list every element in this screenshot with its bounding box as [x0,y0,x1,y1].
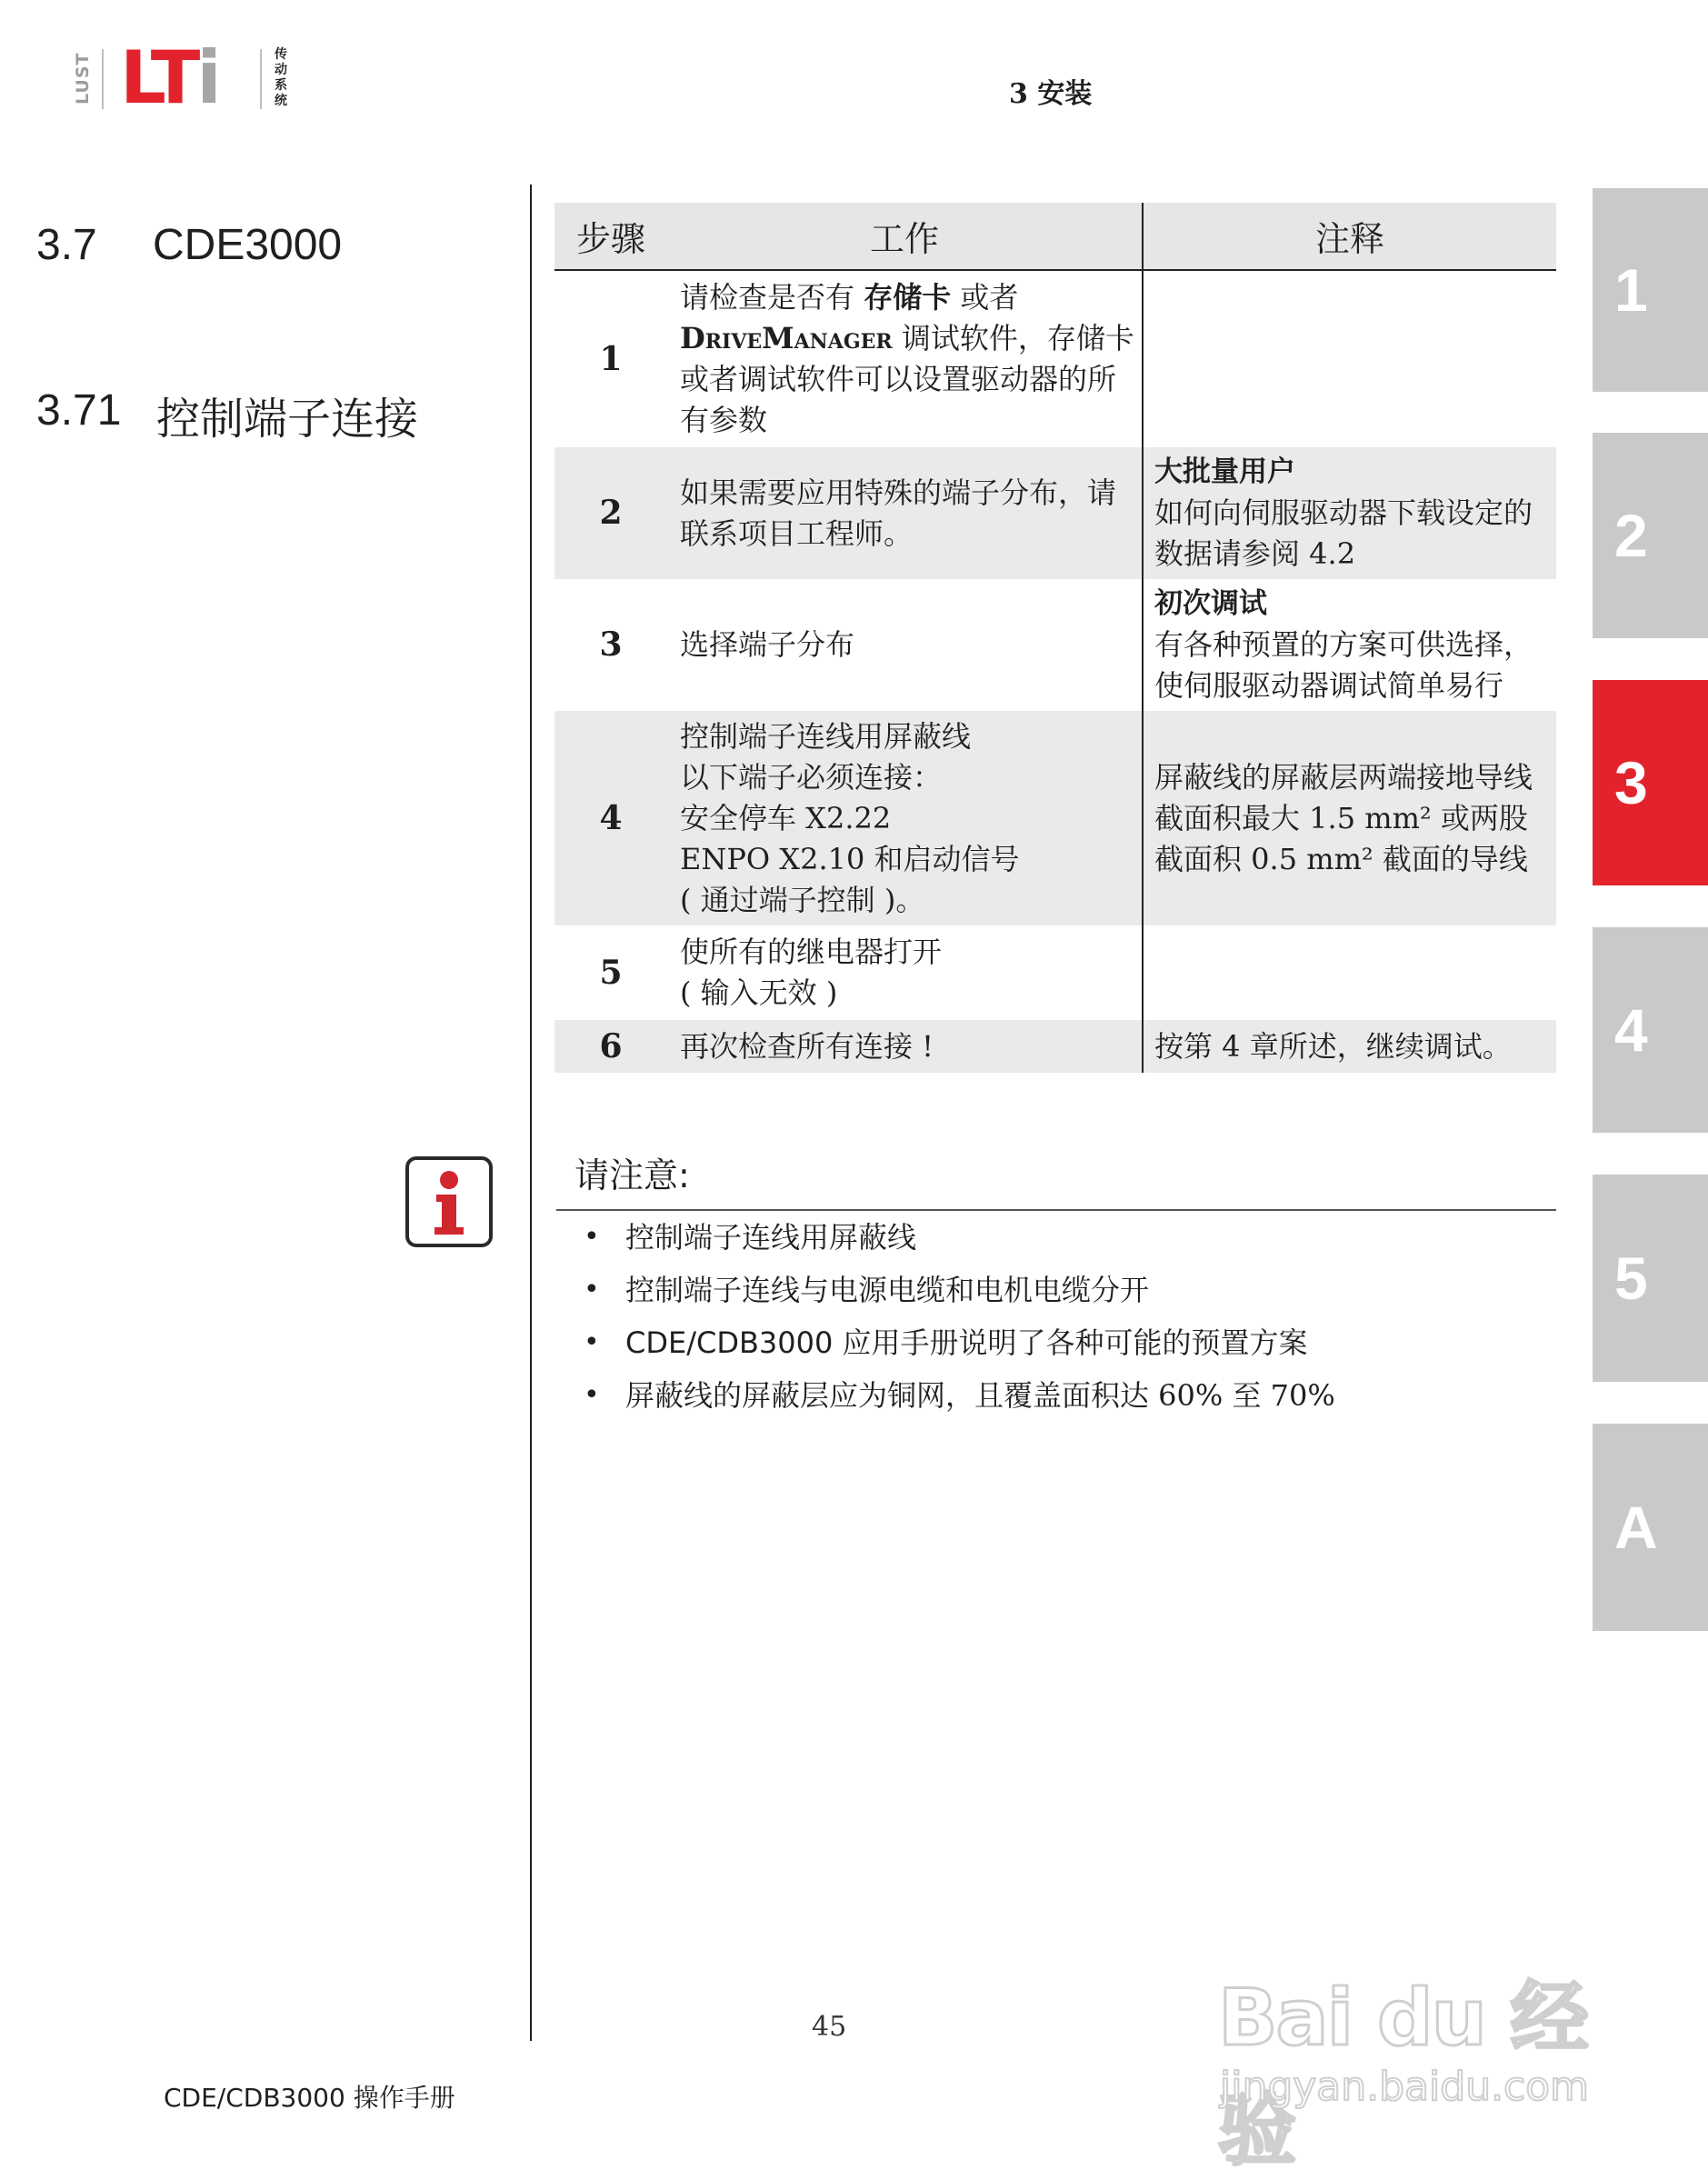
list-item: • 屏蔽线的屏蔽层应为铜网，且覆盖面积达 60% 至 70% [584,1378,1335,1413]
section-title: CDE3000 [153,221,343,269]
logo-divider [260,49,262,109]
notice-title: 请注意: [574,1155,690,1195]
section-number: 3.7 [36,221,97,269]
list-item: • 控制端子连线与电源电缆和电机电缆分开 [584,1273,1150,1307]
step-note [1143,270,1556,447]
chapter-tab-3[interactable]: 3 [1593,680,1708,885]
chapter-tab-1[interactable]: 1 [1593,188,1708,392]
step-work: 选择端子分布 [680,627,855,662]
step-note: 按第 4 章所述，继续调试。 [1143,1020,1556,1073]
step-note [1143,925,1556,1020]
chapter-tab-a[interactable]: A [1593,1424,1708,1631]
step-note: 屏蔽线的屏蔽层两端接地导线截面积最大 1.5 mm² 或两股截面积 0.5 mm² 截面的导线 [1143,711,1556,925]
logo-divider [102,49,104,109]
chapter-tab-2[interactable]: 2 [1593,433,1708,638]
table-row [554,1020,1556,1073]
header-work: 工作 [667,203,1143,270]
step-note [1143,447,1556,579]
steps-table [554,203,1556,1073]
step-number: 5 [599,953,623,992]
step-work: 如果需要应用特殊的端子分布，请联系项目工程师。 [667,447,1143,579]
step-work: 控制端子连线用屏蔽线 以下端子必须连接： 安全停车 X2.22 ENPO X2.10 和启动信号 ( 通过端子控制 )。 [667,711,1143,925]
note-text: 有各种预置的方案可供选择，使伺服驱动器调试简单易行 [1154,627,1533,703]
chapter-header: 3 安装 [1009,78,1093,110]
table-header-row [554,203,1556,270]
lti-logo [73,35,309,120]
chapter-tab-5[interactable]: 5 [1593,1175,1708,1382]
logo-chinese-text: 传动系统 [275,47,287,108]
list-item: • 控制端子连线用屏蔽线 [584,1220,917,1255]
table-row [554,270,1556,447]
step-number: 4 [554,711,667,925]
step-number: 6 [554,1020,667,1073]
list-item: • CDE/CDB3000 应用手册说明了各种可能的预置方案 [584,1325,1308,1360]
step-note [1143,579,1556,711]
step-work: 再次检查所有连接 ! [667,1020,1143,1073]
step-work: 使所有的继电器打开 ( 输入无效 ) [680,935,943,1010]
note-title: 大批量用户 [1154,455,1295,488]
note-title: 初次调试 [1154,587,1267,620]
subsection-title: 控制端子连接 [156,394,419,445]
logo-lust-text: LUST [73,52,93,105]
logo-lti-text: LTi [120,35,218,120]
header-note: 注释 [1143,203,1556,270]
table-row [554,711,1556,925]
footer-title: CDE/CDB3000 操作手册 [164,2083,455,2113]
step-number: 2 [554,447,667,579]
note-text: 如何向伺服驱动器下载设定的数据请参阅 4.2 [1154,495,1533,571]
table-row [554,447,1556,579]
page-number: 45 [812,2011,847,2043]
baidu-watermark [1209,1918,1618,2176]
table-row [554,925,1556,1020]
notice-list [573,1211,1554,1422]
table-row [554,579,1556,711]
step-number: 3 [599,625,623,664]
margin-rule [530,185,532,2041]
subsection-number: 3.71 [36,386,122,435]
step-work: 请检查是否有 存储卡 或者 DriveManager 调试软件，存储卡或者调试软件可以设置驱动器的所有参数 [680,280,1134,437]
info-icon [405,1156,493,1247]
step-number: 1 [599,339,623,378]
chapter-tab-4[interactable]: 4 [1593,927,1708,1133]
header-step: 步骤 [554,203,667,270]
watermark-brand: Bai du 经验 [1218,1973,1587,2176]
watermark-url: jingyan.baidu.com [1220,2064,1590,2110]
